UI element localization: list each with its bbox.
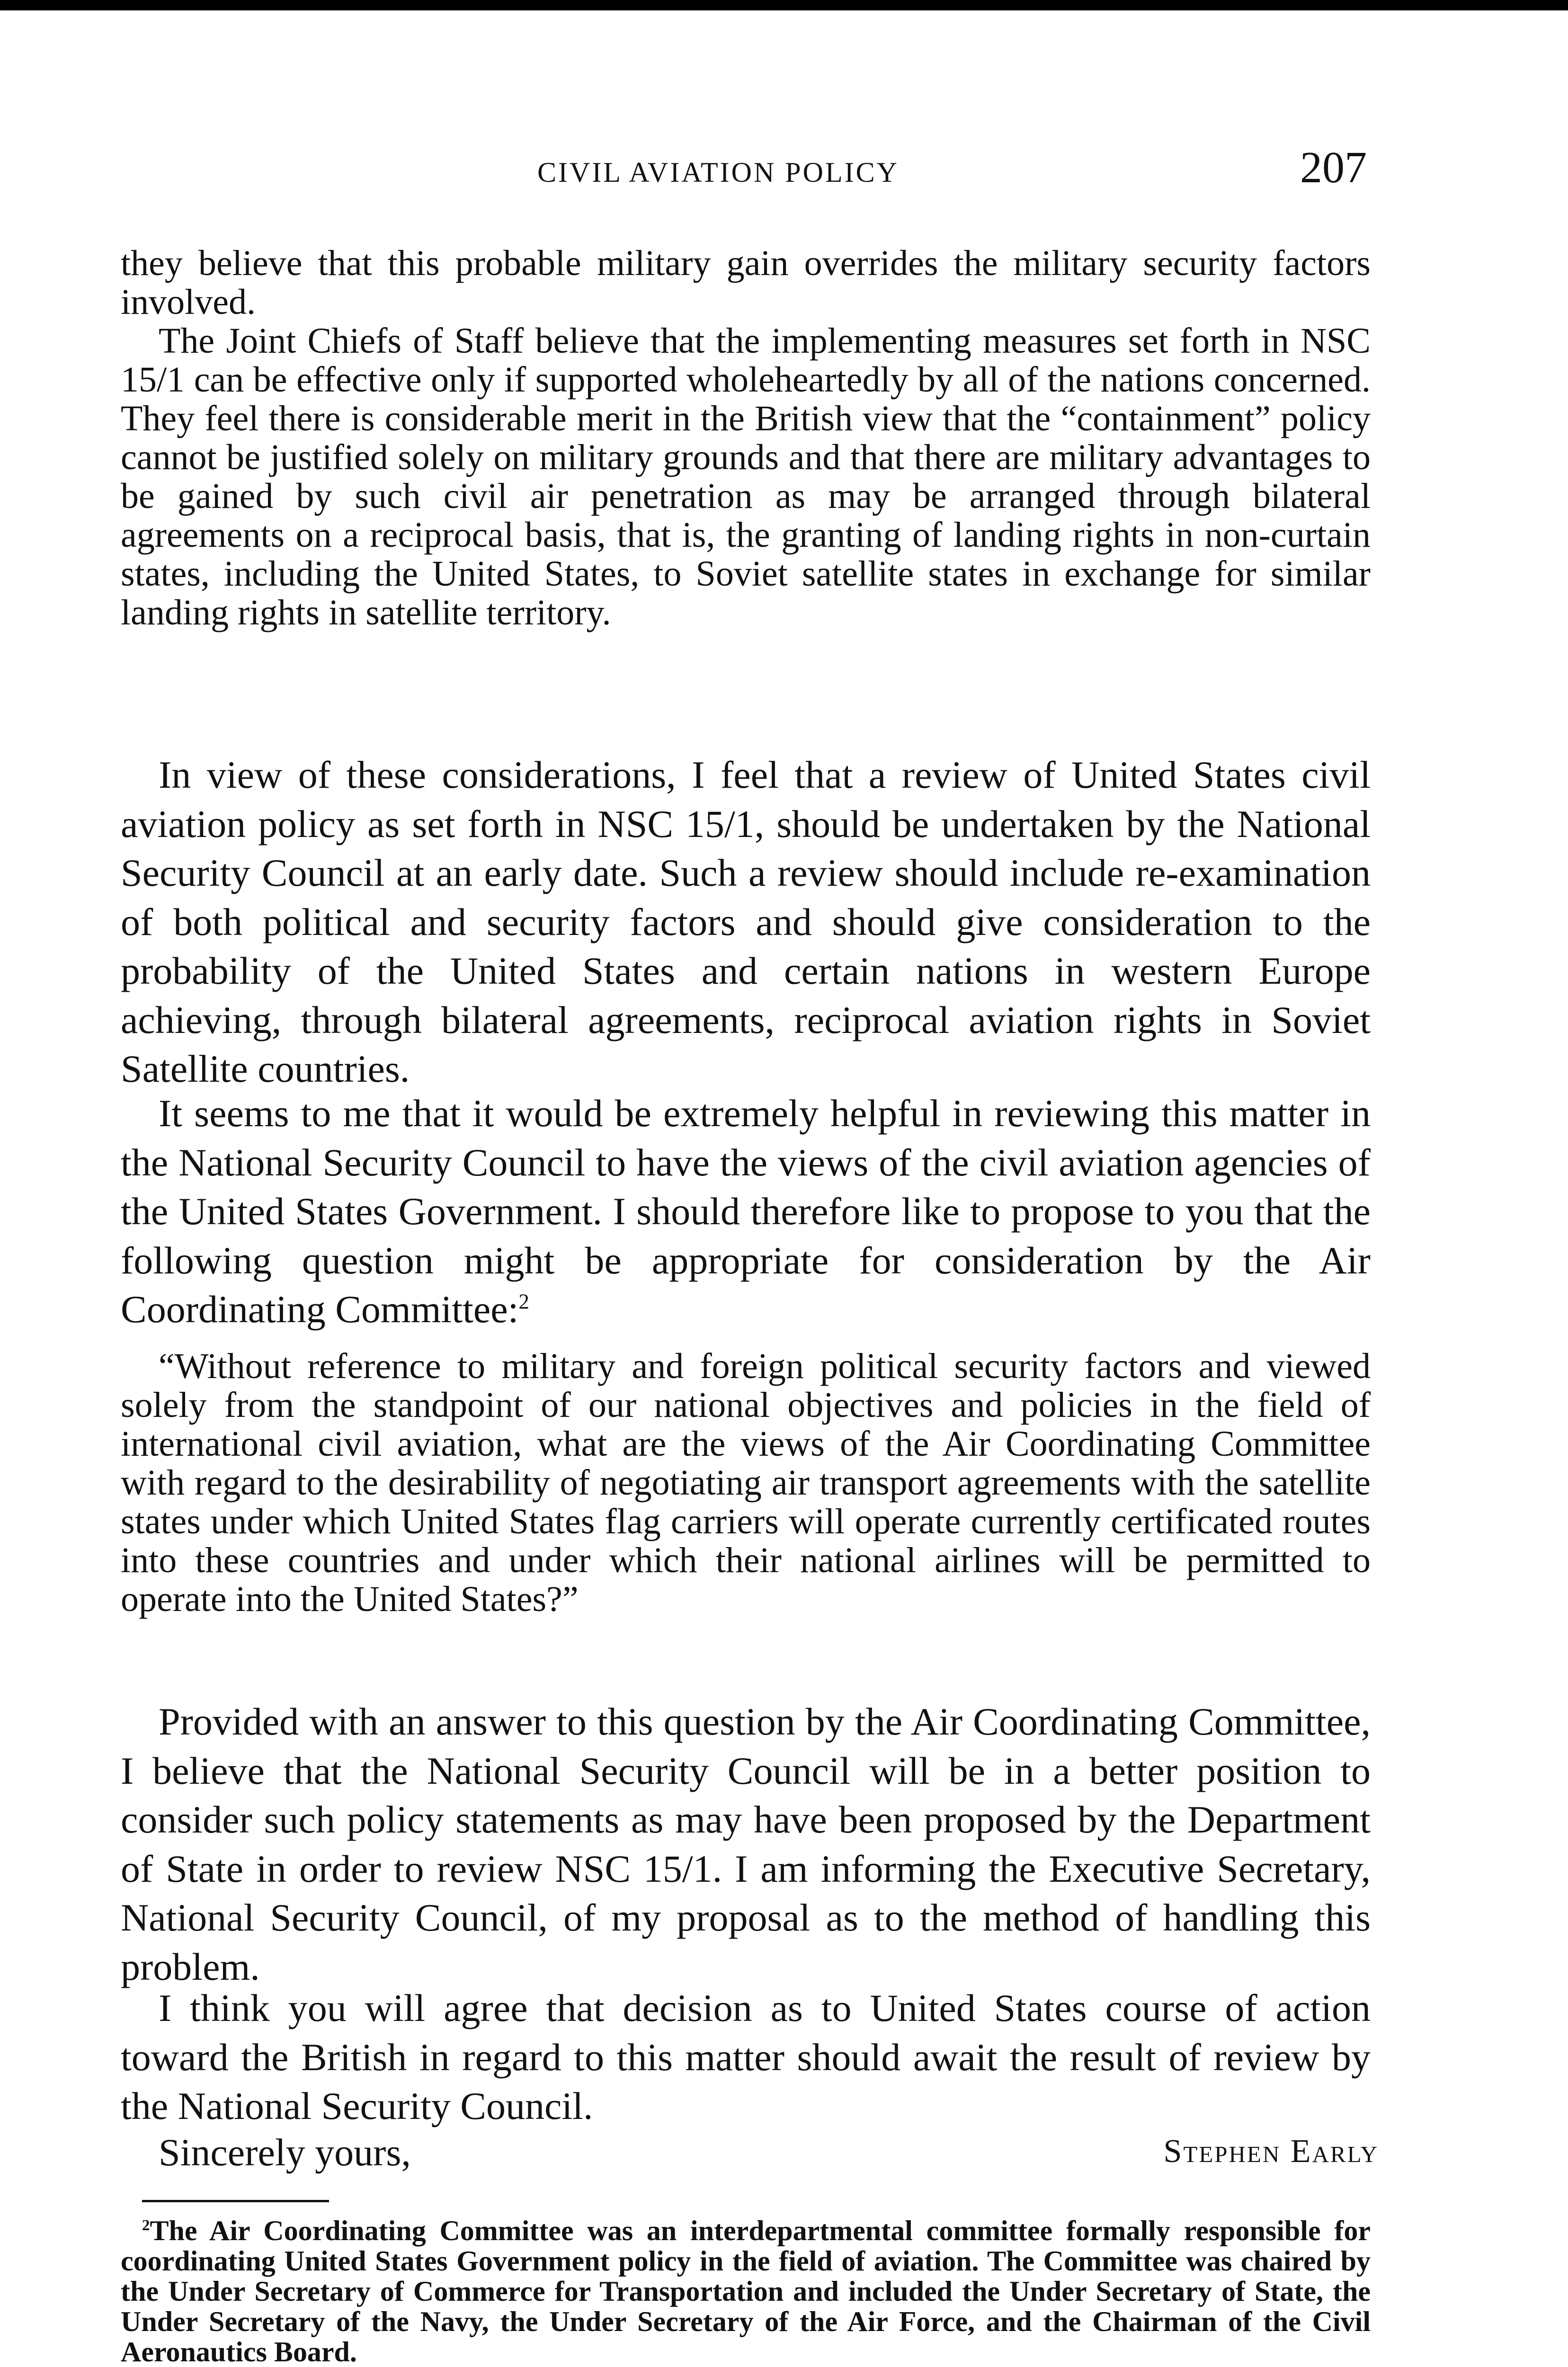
closing-salutation: Sincerely yours, (159, 2131, 411, 2174)
running-head: CIVIL AVIATION POLICY (537, 157, 899, 188)
footnote-text: The Air Coordinating Committee was an interdepartmental committee formally responsible for coordinating United States Government policy in the field of aviation. The Committee was chaired by the Under Secretary of Commerce for Transportation and included the Under Secretary of State, the Under Secretary of the Navy, the Under Secretary of the Air Force, and the Chairman of the Civil Aeronautics Board. (121, 2215, 1371, 2367)
paragraph-4 (121, 1089, 1371, 1334)
signature: Stephen Early (1163, 2133, 1379, 2170)
footnote-marker: 2 (142, 2217, 150, 2234)
footnote-reference: 2 (518, 1290, 529, 1314)
block-quote: “Without reference to military and foreign political security factors and viewed solely from the standpoint of our national objectives and policies in the field of international civil aviation, what are the views of the Air Coordinating Committee with regard to the desirability of negotiating air transport agreements with the satellite states under which United States flag carriers will operate currently certificated routes into these countries and under which their national airlines will be permitted to operate into the United States?” (121, 1346, 1371, 1619)
top-border-rule (0, 0, 1568, 10)
footnote (121, 2216, 1371, 2367)
paragraph-4-text: It seems to me that it would be extremely helpful in reviewing this matter in the National Security Council to have the views of the civil aviation agencies of the United States Government. I should therefore like to propose to you that the following question might be appropriate for consideration by the Air Coordinating Committee: (121, 1092, 1371, 1331)
paragraph-1: they believe that this probable military gain overrides the military security factors involved. (121, 243, 1371, 322)
paragraph-3: In view of these considerations, I feel that a review of United States civil aviation policy as set forth in NSC 15/1, should be undertaken by the National Security Council at an early date. Such a review should include re-examination of both political and security factors and should give consideration to the probability of the United States and certain nations in western Europe achieving, through bilateral agreements, reciprocal aviation rights in Soviet Satellite countries. (121, 753, 1371, 1090)
paragraph-2: The Joint Chiefs of Staff believe that the implementing measures set forth in NSC 15/1 can be effective only if supported wholeheartedly by all of the nations concerned. They feel there is considerable merit in the British view that the “containment” policy cannot be justified solely on military grounds and that there are military advantages to be gained by such civil air penetration as may be arranged through bilateral agreements on a reciprocal basis, that is, the granting of landing rights in non-curtain states, including the United States, to Soviet satellite states in exchange for similar landing rights in satellite territory. (121, 321, 1371, 632)
paragraph-5: Provided with an answer to this question by the Air Coordinating Committee, I believe that the National Security Council will be in a better position to consider such policy statements as may have been proposed by the Department of State in order to review NSC 15/1. I am informing the Executive Secretary, National Security Council, of my proposal as to the method of handling this problem. (121, 1700, 1371, 1988)
paragraph-6: I think you will agree that decision as to United States course of action toward the British in regard to this matter should await the result of review by the National Security Council. (121, 1986, 1371, 2127)
footnote-divider (142, 2200, 329, 2202)
page-number: 207 (1300, 143, 1367, 192)
